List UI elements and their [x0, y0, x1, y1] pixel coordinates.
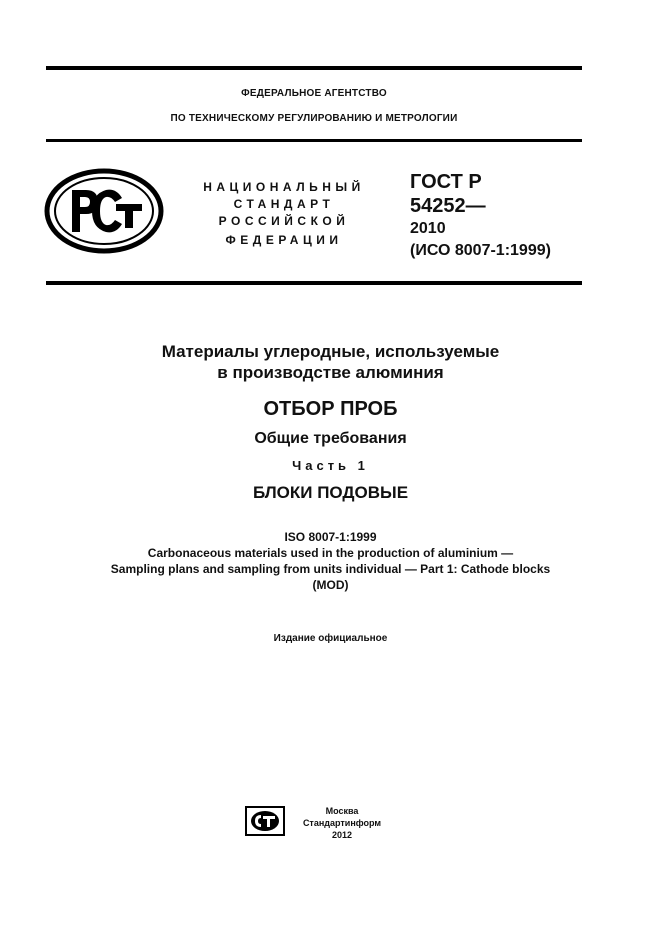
designation-line-4: (ИСО 8007-1:1999)	[410, 242, 551, 259]
national-standard-line-2: СТАНДАРТ	[233, 197, 335, 211]
iso-title-line-1: Carbonaceous materials used in the production of aluminium —	[147, 546, 514, 560]
iso-title-line-3: (MOD)	[312, 578, 349, 592]
agency-line-1: ФЕДЕРАЛЬНОЕ АГЕНТСТВО	[241, 88, 387, 99]
title-part-name: БЛОКИ ПОДОВЫЕ	[252, 483, 409, 502]
title-part: Часть 1	[292, 458, 369, 473]
standartinform-logo-icon	[245, 806, 285, 836]
publisher-year: 2012	[331, 830, 353, 840]
title-main: ОТБОР ПРОБ	[263, 398, 398, 420]
top-rule	[46, 66, 582, 70]
national-standard-line-4: ФЕДЕРАЦИИ	[225, 233, 343, 247]
designation-line-1: ГОСТ Р	[410, 171, 482, 193]
edition-label: Издание официальное	[273, 633, 388, 644]
national-standard-line-1: НАЦИОНАЛЬНЫЙ	[203, 180, 365, 194]
title-sub: Общие требования	[254, 430, 407, 447]
iso-number: ISO 8007-1:1999	[284, 530, 377, 544]
iso-title-line-2: Sampling plans and sampling from units individual — Part 1: Cathode blocks	[110, 562, 551, 576]
designation-line-2: 54252—	[410, 195, 486, 217]
designation-rule	[46, 281, 582, 285]
agency-line-2: ПО ТЕХНИЧЕСКОМУ РЕГУЛИРОВАНИЮ И МЕТРОЛОГИИ	[170, 113, 458, 124]
title-line-2: в производстве алюминия	[217, 363, 444, 382]
agency-rule	[46, 139, 582, 142]
publisher-city: Москва	[325, 806, 359, 816]
rst-logo-icon	[44, 168, 164, 254]
title-line-1: Материалы углеродные, используемые	[161, 342, 500, 361]
publisher-name: Стандартинформ	[302, 818, 382, 828]
designation-line-3: 2010	[410, 220, 446, 237]
national-standard-line-3: РОССИЙСКОЙ	[218, 214, 350, 228]
